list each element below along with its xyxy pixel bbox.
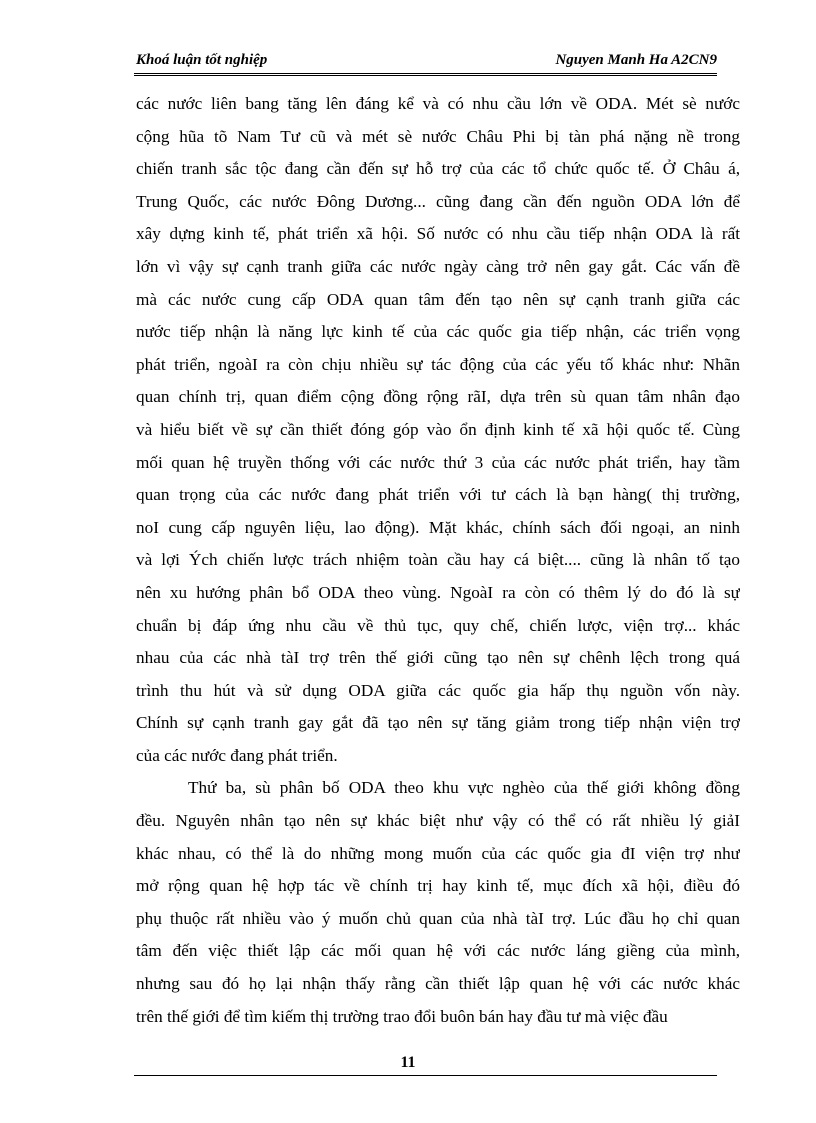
text-line: nhưng sau đó họ lại nhận thấy rằng cần thiết lập quan hệ với các nước khác (136, 974, 740, 994)
text-line: và hiểu biết về sự cần thiết đóng góp vào ổn định kinh tế xã hội quốc tế. Cùng (136, 419, 740, 439)
text-line: phát triển, ngoàI ra còn chịu nhiều sự tác động của các yếu tố khác như: Nhãn (136, 354, 740, 374)
text-line: quan chính trị, quan điểm cộng đồng rộng rãI, dựa trên sù quan tâm nhân đạo (136, 387, 740, 407)
text-line: khác nhau, có thể là do những mong muốn của các quốc gia đI viện trợ như (136, 843, 740, 863)
text-line: nên xu hướng phân bổ ODA theo vùng. NgoàI ra còn có thêm lý do đó là sự (136, 582, 740, 602)
paragraph (136, 88, 740, 772)
text-line: chuẩn bị đáp ứng nhu cầu về thủ tục, quy chế, chiến lược, viện trợ... khác (136, 615, 740, 635)
text-line: trên thế giới để tìm kiếm thị trường trao đổi buôn bán hay đầu tư mà việc đầu (136, 1006, 668, 1026)
text-line: mà các nước cung cấp ODA quan tâm đến tạo nên sự cạnh tranh giữa các (136, 289, 740, 309)
text-line: nước tiếp nhận là năng lực kinh tế của các quốc gia tiếp nhận, các triển vọng (136, 322, 740, 342)
page-header (134, 49, 717, 76)
text-line: cộng hũa tõ Nam Tư cũ và mét sè nước Châu Phi bị tàn phá nặng nề trong (136, 126, 740, 146)
text-line: của các nước đang phát triển. (136, 745, 338, 765)
text-line: lớn vì vậy sự cạnh tranh giữa các nước ngày càng trở nên gay gắt. Các vấn đề (136, 256, 740, 276)
header-thesis-title: Khoá luận tốt nghiệp (136, 52, 268, 68)
text-line: nhau của các nhà tàI trợ trên thế giới cũng tạo nên sự chênh lệch trong quá (136, 648, 740, 668)
text-line: noI cung cấp nguyên liệu, lao động). Mặt khác, chính sách đối ngoại, an ninh (136, 517, 740, 537)
text-line: chiến tranh sắc tộc đang cần đến sự hỗ trợ của các tổ chức quốc tế. Ở Châu á, (136, 159, 740, 179)
text-line: quan trọng của các nước đang phát triển với tư cách là bạn hàng( thị trường, (136, 485, 740, 505)
page-number (0, 1053, 816, 1073)
text-line: trình thu hút và sử dụng ODA giữa các quốc gia hấp thụ nguồn vốn này. (136, 680, 740, 700)
text-line: tâm đến việc thiết lập các mối quan hệ với các nước láng giềng của mình, (136, 941, 740, 961)
text-line: phụ thuộc rất nhiều vào ý muốn chủ quan của nhà tàI trợ. Lúc đầu họ chỉ quan (136, 908, 740, 928)
text-line: và lợi Ých chiến lược trách nhiệm toàn cầu hay cá biệt.... cũng là nhân tố tạo (136, 550, 740, 570)
text-line: xây dựng kinh tế, phát triển xã hội. Số nước có nhu cầu tiếp nhận ODA là rất (136, 224, 740, 244)
text-line: mối quan hệ truyền thống với các nước thứ 3 của các nước phát triển, hay tầm (136, 452, 740, 472)
text-line: mở rộng quan hệ hợp tác về chính trị hay kinh tế, mục đích xã hội, điều đó (136, 876, 740, 896)
text-line: các nước liên bang tăng lên đáng kể và có nhu cầu lớn về ODA. Mét sè nước (136, 94, 740, 113)
text-line: Trung Quốc, các nước Đông Dương... cũng đang cần đến nguồn ODA lớn để (136, 191, 740, 211)
page-number-value: 11 (400, 1054, 416, 1071)
text-line: Chính sự cạnh tranh gay gắt đã tạo nên sự tăng giảm trong tiếp nhận viện trợ (136, 713, 740, 733)
header-author: Nguyen Manh Ha A2CN9 (555, 52, 717, 68)
footer-rule (134, 1075, 717, 1076)
text-line: Thứ ba, sù phân bố ODA theo khu vực nghèo của thế giới không đồng (188, 778, 740, 798)
body-text (136, 88, 740, 1033)
text-line: đều. Nguyên nhân tạo nên sự khác biệt như vậy có thể có rất nhiều lý giảI (136, 811, 740, 831)
paragraph (136, 772, 740, 1033)
